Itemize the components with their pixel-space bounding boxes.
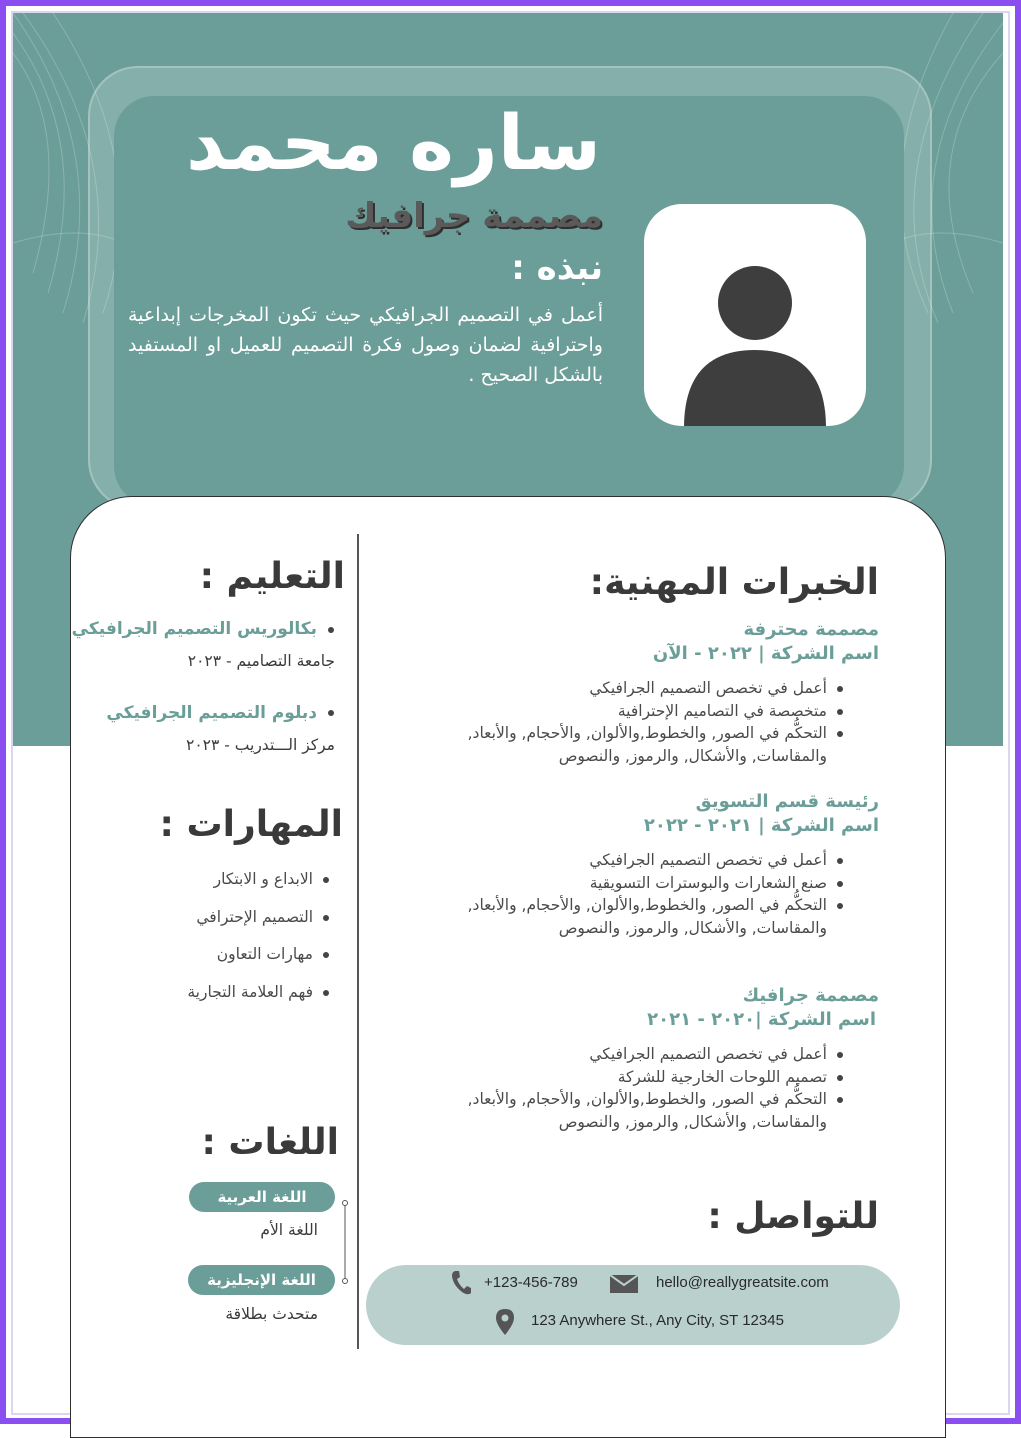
education-heading: التعليم : — [199, 556, 345, 597]
job-title: مصممة جرافيك — [742, 985, 879, 1006]
education-degree: بكالوريس التصميم الجرافيكي — [71, 619, 317, 639]
job-title: مصممة محترفة — [743, 619, 879, 640]
user-placeholder-icon — [644, 204, 866, 426]
location-pin-icon — [496, 1309, 514, 1335]
profile-photo — [644, 204, 866, 426]
job-company: اسم الشركة | ٢٠٢٢ - الآن — [652, 643, 879, 664]
bullet — [328, 710, 334, 716]
job-bullet: التحكُّم في الصور, والخطوط,والألوان, والأحجام, والأبعاد, — [468, 894, 827, 917]
job-company: اسم الشركة | ٢٠٢١ - ٢٠٢٢ — [643, 815, 879, 836]
language-level: متحدث بطلاقة — [225, 1305, 318, 1323]
job-company: اسم الشركة |٢٠٢٠ - ٢٠٢١ — [647, 1009, 876, 1030]
job-bullet: متخصصة في التصاميم الإحترافية — [468, 700, 827, 723]
language-connector — [338, 1197, 352, 1287]
job-bullets — [468, 849, 851, 939]
phone-icon — [450, 1270, 472, 1296]
person-name: ساره محمد — [185, 98, 601, 187]
about-heading: نبذه : — [511, 248, 603, 288]
contact-heading: للتواصل : — [707, 1196, 879, 1237]
education-degree: دبلوم التصميم الجرافيكي — [106, 703, 317, 723]
column-divider — [357, 534, 359, 1349]
experience-heading: الخبرات المهنية: — [589, 562, 879, 603]
bullet — [328, 627, 334, 633]
contact-phone[interactable]: +123-456-789 — [484, 1274, 578, 1291]
job-bullet: التحكُّم في الصور, والخطوط,والألوان, والأحجام, والأبعاد, — [468, 1088, 827, 1111]
job-bullet: تصميم اللوحات الخارجية للشركة — [468, 1066, 827, 1089]
job-bullet: أعمل في تخصص التصميم الجرافيكي — [468, 677, 827, 700]
job-bullet: أعمل في تخصص التصميم الجرافيكي — [468, 1043, 827, 1066]
contact-address: 123 Anywhere St., Any City, ST 12345 — [531, 1312, 784, 1329]
language-level: اللغة الأم — [260, 1221, 318, 1239]
contact-email[interactable]: hello@reallygreatsite.com — [656, 1274, 829, 1291]
job-bullets — [468, 1043, 851, 1133]
skill-item: الابداع و الابتكار — [187, 868, 313, 891]
about-text: أعمل في التصميم الجرافيكي حيث تكون المخرجات إبداعية واحترافية لضمان وصول فكرة التصميم للعميل او المستفيد بالشكل الصحيح . — [128, 304, 603, 386]
job-title: رئيسة قسم التسويق — [695, 791, 879, 812]
language-badge: اللغة الإنجليزية — [188, 1265, 335, 1295]
education-school: مركز الـــتدريب - ٢٠٢٣ — [186, 736, 335, 754]
envelope-icon — [610, 1275, 638, 1293]
job-bullet-continuation: والمقاسات, والأشكال, والرموز, والنصوص — [558, 918, 827, 937]
skill-item: مهارات التعاون — [187, 943, 313, 966]
language-badge: اللغة العربية — [189, 1182, 335, 1212]
job-bullet: صنع الشعارات والبوسترات التسويقية — [468, 872, 827, 895]
skills-heading: المهارات : — [159, 804, 343, 845]
job-bullet-continuation: والمقاسات, والأشكال, والرموز, والنصوص — [558, 1112, 827, 1131]
contact-box — [366, 1265, 900, 1345]
job-bullet: أعمل في تخصص التصميم الجرافيكي — [468, 849, 827, 872]
job-title: مصممة جرافيك — [345, 196, 603, 236]
job-bullet: التحكُّم في الصور, والخطوط,والألوان, والأحجام, والأبعاد, — [468, 722, 827, 745]
job-bullet-continuation: والمقاسات, والأشكال, والرموز, والنصوص — [558, 746, 827, 765]
skill-item: التصميم الإحترافي — [187, 906, 313, 929]
job-bullets — [468, 677, 851, 767]
education-school: جامعة التصاميم - ٢٠٢٣ — [187, 652, 335, 670]
skills-list — [187, 868, 337, 1003]
languages-heading: اللغات : — [201, 1122, 339, 1163]
skill-item: فهم العلامة التجارية — [187, 981, 313, 1004]
